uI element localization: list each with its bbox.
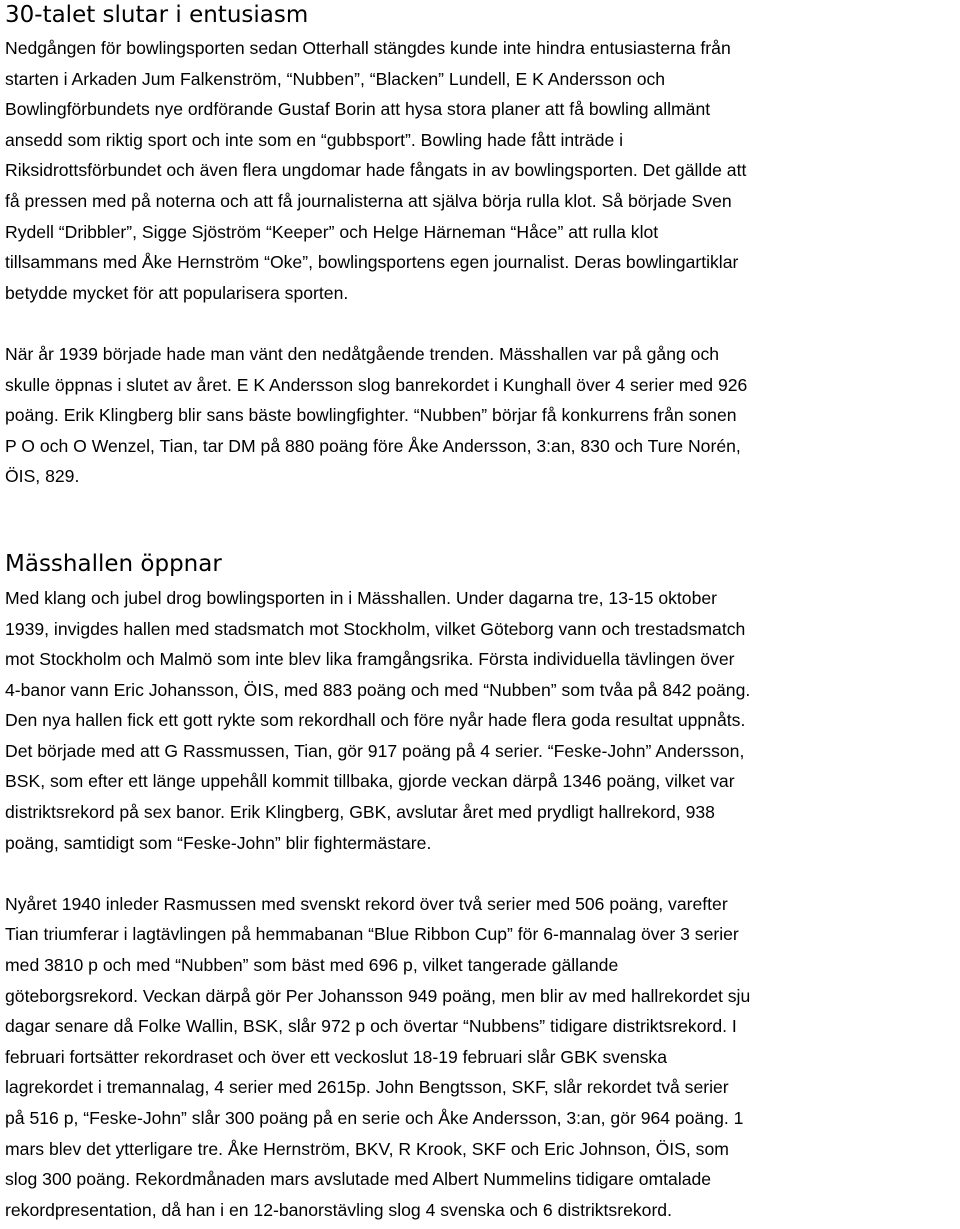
section-title: 30-talet slutar i entusiasm [5, 2, 309, 28]
paragraph-gap [5, 858, 960, 889]
text-line: Den nya hallen fick ett gott rykte som rekordhall och före nyår hade flera goda resultat uppnåts. [5, 710, 746, 731]
text-line: 4-banor vann Eric Johansson, ÖIS, med 883 poäng och med “Nubben” som tvåa på 842 poäng. [5, 679, 751, 700]
text-line: ansedd som riktig sport och inte som en “gubbsport”. Bowling hade fått inträde i [5, 129, 624, 150]
text-line: lagrekordet i tremannalag, 4 serier med 2615p. John Bengtsson, SKF, slår rekordet två serier [5, 1077, 729, 1098]
text-line: poäng. Erik Klingberg blir sans bäste bowlingfighter. “Nubben” börjar få konkurrens från sonen [5, 405, 737, 426]
text-line: Det började med att G Rassmussen, Tian, gör 917 poäng på 4 serier. “Feske-John” Andersson, [5, 740, 745, 761]
text-line: 1939, invigdes hallen med stadsmatch mot Stockholm, vilket Göteborg vann och trestadsmatch [5, 618, 746, 639]
paragraph [5, 583, 960, 858]
text-line: februari fortsätter rekordraset och över ett veckoslut 18-19 februari slår GBK svenska [5, 1046, 668, 1067]
text-line: poäng, samtidigt som “Feske-John” blir fightermästare. [5, 832, 432, 853]
text-line: P O och O Wenzel, Tian, tar DM på 880 poäng före Åke Andersson, 3:an, 830 och Ture Norén, [5, 435, 741, 456]
text-line: slog 300 poäng. Rekordmånaden mars avslutade med Albert Nummelins tidigare omtalade [5, 1169, 712, 1190]
text-line: rekordpresentation, då han i en 12-banorstävling slog 4 svenska och 6 distriktsrekord. [5, 1199, 672, 1220]
text-line: Nedgången för bowlingsporten sedan Otterhall stängdes kunde inte hindra entusiasterna från [5, 38, 731, 58]
text-line: Nyåret 1940 inleder Rasmussen med svenskt rekord över två serier med 506 poäng, varefter [5, 893, 728, 914]
paragraph [5, 339, 960, 492]
paragraph [5, 33, 960, 308]
text-line: Riksidrottsförbundet och även flera ungdomar hade fångats in av bowlingsporten. Det gällde att [5, 160, 747, 181]
text-line: på 516 p, “Feske-John” slår 300 poäng på en serie och Åke Andersson, 3:an, gör 964 poäng. 1 [5, 1108, 744, 1128]
text-line: tillsammans med Åke Hernström “Oke”, bowlingsportens egen journalist. Deras bowlingartiklar [5, 252, 739, 273]
text-line: med 3810 p och med “Nubben” som bäst med 696 p, vilket tangerade gällande [5, 955, 619, 976]
section-title: Mässhallen öppnar [5, 550, 222, 577]
text-line: distriktsrekord på sex banor. Erik Klingberg, GBK, avslutar året med prydligt hallrekord, 938 [5, 802, 715, 823]
text-line: skulle öppnas i slutet av året. E K Andersson slog banrekordet i Kunghall över 4 serier med 926 [5, 374, 748, 395]
paragraph [5, 889, 960, 1226]
text-line: starten i Arkaden Jum Falkenström, “Nubben”, “Blacken” Lundell, E K Andersson och [5, 68, 666, 89]
text-line: dagar senare då Folke Wallin, BSK, slår 972 p och övertar “Nubbens” tidigare distriktsrekord. I [5, 1016, 737, 1037]
paragraph-gap [5, 308, 960, 339]
text-line: BSK, som efter ett länge uppehåll kommit tillbaka, gjorde veckan därpå 1346 poäng, vilket var [5, 771, 735, 792]
text-line: få pressen med på noterna och att få journalisterna att själva börja rulla klot. Så började Sven [5, 190, 732, 211]
text-line: Rydell “Dribbler”, Sigge Sjöström “Keeper” och Helge Härneman “Håce” att rulla klot [5, 221, 659, 242]
text-line: Med klang och jubel drog bowlingsporten in i Mässhallen. Under dagarna tre, 13-15 oktober [5, 587, 717, 608]
text-line: mot Stockholm och Malmö som inte blev lika framgångsrika. Första individuella tävlingen över [5, 649, 735, 670]
text-line: göteborgsrekord. Veckan därpå gör Per Johansson 949 poäng, men blir av med hallrekordet sju [5, 985, 751, 1006]
text-line: Tian triumferar i lagtävlingen på hemmabanan “Blue Ribbon Cup” för 6-mannalag över 3 serier [5, 924, 739, 945]
text-line: betydde mycket för att popularisera sporten. [5, 282, 349, 303]
text-line: ÖIS, 829. [5, 466, 80, 487]
text-line: mars blev det ytterligare tre. Åke Hernström, BKV, R Krook, SKF och Eric Johnson, ÖIS, som [5, 1138, 729, 1159]
text-line: Bowlingförbundets nye ordförande Gustaf Borin att hysa stora planer att få bowling allmänt [5, 99, 711, 120]
text-line: När år 1939 började hade man vänt den nedåtgående trenden. Mässhallen var på gång och [5, 343, 720, 364]
